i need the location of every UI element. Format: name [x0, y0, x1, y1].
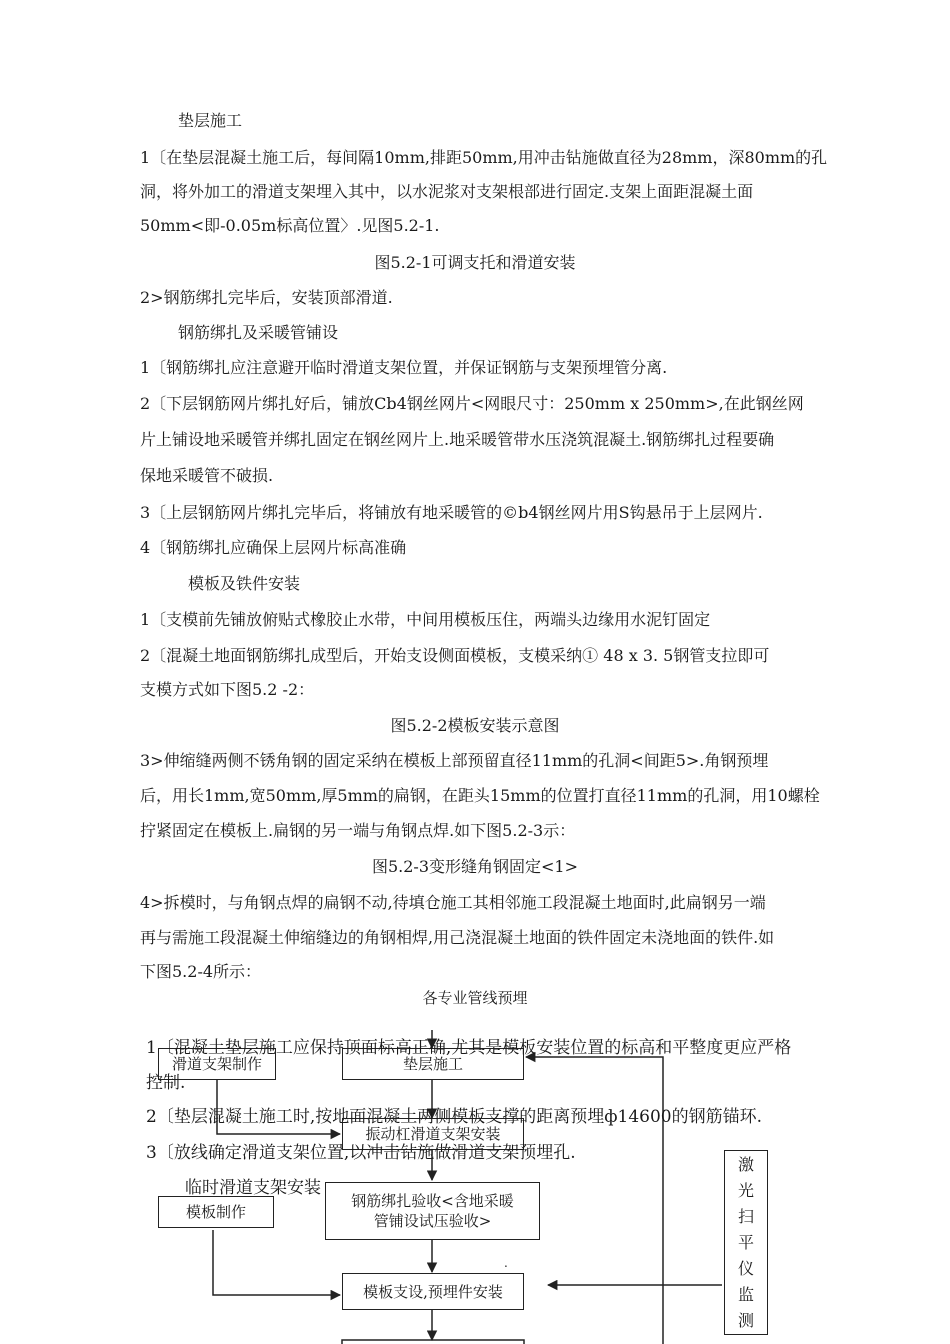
paragraph-line: 3>伸缩缝两侧不锈角钢的固定采纳在模板上部预留直径11mm的孔洞<间距5>.角钢预埋: [140, 751, 769, 770]
flow-box-formwork-make: [158, 1196, 274, 1228]
paragraph-line: 支模方式如下图5.2 -2：: [140, 680, 315, 699]
flow-box-formwork-install: [342, 1273, 524, 1310]
paragraph-line: 50mm<即-0.05m标高位置〉.见图5.2-1.: [140, 216, 440, 235]
flow-box-label: 振动杠滑道支架安装: [365, 1125, 501, 1143]
flow-box-label: 模板支设,预埋件安装: [363, 1282, 503, 1301]
figure-caption: 图5.2-2模板安装示意图: [390, 716, 560, 735]
overlay-line: 控制.: [146, 1073, 186, 1093]
flow-box-label: 模板制作: [185, 1203, 246, 1221]
section-title-formwork: 模板及铁件安装: [188, 574, 301, 593]
paragraph-line: 洞，将外加工的滑道支架埋入其中，以水泥浆对支架根部进行固定.支架上面距混凝土面: [140, 182, 754, 201]
laser-monitor-char: 光: [737, 1180, 754, 1200]
laser-monitor-char: 仪: [737, 1258, 754, 1278]
flow-box-label: 滑道支架制作: [171, 1055, 262, 1073]
flow-box-laser-monitor: [724, 1150, 768, 1335]
paragraph-line: 3〔上层钢筋网片绑扎完毕后，将铺放有地采暖管的©b4钢丝网片用S钩悬吊于上层网片.: [140, 503, 763, 522]
paragraph-line: 2〔下层钢筋网片绑扎好后，铺放Cb4钢丝网片<网眼尺寸：250mm x 250mm>,在此钢丝网: [140, 394, 804, 413]
flow-box-label: 垫层施工: [402, 1055, 463, 1073]
paragraph-line: 再与需施工段混凝土伸缩缝边的角钢相焊,用己浇混凝土地面的铁件固定未浇地面的铁件.如: [140, 928, 775, 947]
paragraph-line: 1〔支模前先铺放俯贴式橡胶止水带，中间用模板压住，两端头边缘用水泥钉固定: [140, 610, 711, 629]
overlay-line: 2〔垫层混凝土施工时,按地面混凝土两侧模板支撑的距离预埋ф14600的钢筋锚环.: [146, 1107, 763, 1127]
laser-monitor-char: 激: [737, 1154, 754, 1174]
paragraph-line: 1〔钢筋绑扎应注意避开临时滑道支架位置，并保证钢筋与支架预埋管分离.: [140, 358, 668, 377]
flow-box-label: 管铺设试压验收>: [373, 1212, 492, 1230]
paragraph-line: 2〔混凝土地面钢筋绑扎成型后，开始支设侧面模板，支模采纳① 48 x 3. 5钢管支拉即可: [140, 646, 770, 665]
section-title-rebar: 钢筋绑扎及采暖管铺设: [178, 323, 339, 342]
paragraph-line: 后，用长1mm,宽50mm,厚5mm的扁钢，在距头15mm的位置打直径11mm的孔洞，用10螺栓: [140, 786, 820, 805]
figure-caption: 图5.2-1可调支托和滑道安装: [374, 253, 576, 272]
figure-caption: 图5.2-3变形缝角钢固定<1>: [371, 857, 579, 876]
paragraph-line: 1〔在垫层混凝土施工后，每间隔10mm,排距50mm,用冲击钻施做直径为28mm，深80mm的孔: [140, 148, 828, 167]
paragraph-line: 拧紧固定在模板上.扁钢的另一端与角钢点焊.如下图5.2-3示：: [140, 821, 576, 840]
overlay-line: 3〔放线确定滑道支架位置,以冲击钻施做滑道支架预埋孔.: [146, 1143, 576, 1163]
paragraph-line: 保地采暖管不破损.: [140, 466, 274, 485]
paragraph-line: 2>钢筋绑扎完毕后，安装顶部滑道.: [140, 288, 393, 307]
overlay-line: 1〔混凝土垫层施工应保持顶面标高正确,尤其是模板安装位置的标高和平整度更应严格: [146, 1038, 792, 1058]
laser-monitor-char: 监: [737, 1284, 754, 1304]
laser-monitor-char: 测: [737, 1310, 754, 1330]
flowchart-title: 各专业管线预埋: [422, 989, 528, 1007]
overlay-label: 临时滑道支架安装: [185, 1178, 321, 1198]
paragraph-line: 4〔钢筋绑扎应确保上层网片标高准确: [140, 538, 407, 557]
paragraph-line: 下图5.2-4所示：: [140, 962, 262, 981]
paragraph-line: 片上铺设地采暖管并绑扎固定在钢丝网片上.地采暖管带水压浇筑混凝土.钢筋绑扎过程要确: [140, 430, 775, 449]
laser-monitor-char: 扫: [737, 1206, 754, 1226]
stray-dot: .: [504, 1256, 508, 1270]
flow-box-label: 钢筋绑扎验收<含地采暖: [351, 1192, 514, 1210]
laser-monitor-char: 平: [737, 1232, 754, 1252]
paragraph-line: 4>拆模时，与角钢点焊的扁钢不动,待填仓施工其相邻施工段混凝土地面时,此扁钢另一端: [140, 893, 766, 912]
section-title-cushion: 垫层施工: [178, 111, 243, 130]
